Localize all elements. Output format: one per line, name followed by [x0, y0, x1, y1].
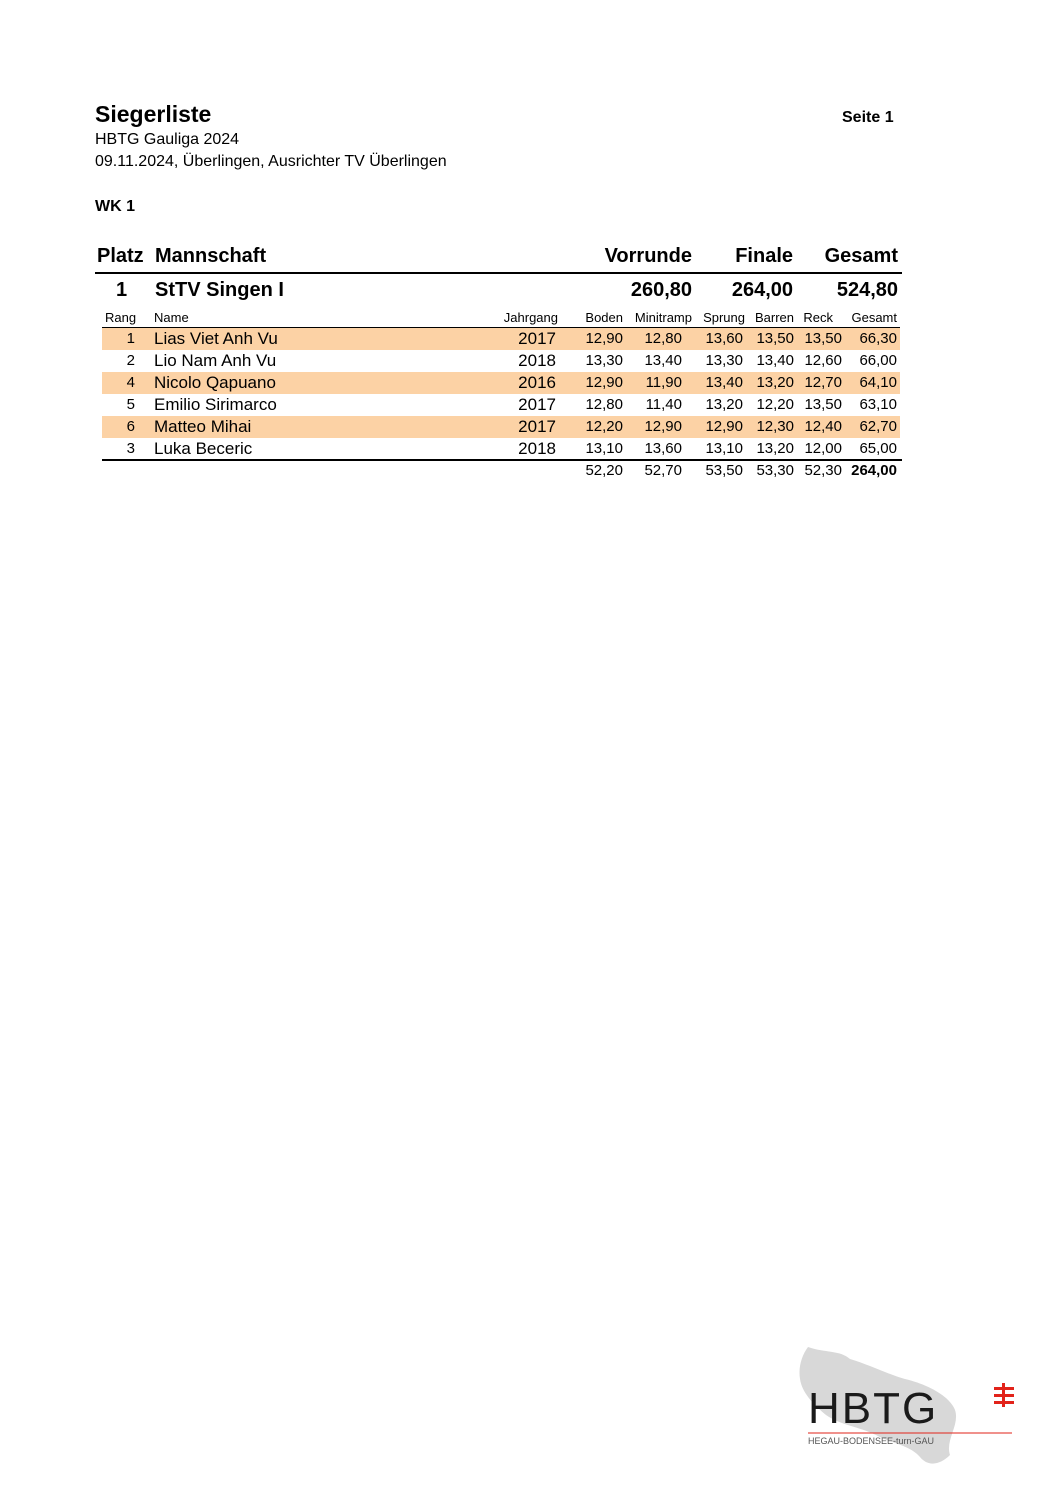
table-row	[102, 350, 900, 372]
cell-minitramp: 11,90	[645, 374, 682, 391]
header-platz: Platz	[97, 245, 144, 267]
cell-boden: 12,90	[585, 374, 623, 391]
table-row	[102, 416, 900, 438]
cell-minitramp: 12,80	[644, 330, 682, 347]
cell-boden: 12,20	[585, 418, 623, 435]
cell-rang: 6	[126, 418, 135, 435]
total-reck: 52,30	[804, 462, 842, 479]
cell-rang: 5	[126, 396, 135, 413]
cell-gesamt: 65,00	[859, 440, 897, 457]
cell-sprung: 12,90	[705, 418, 743, 435]
col-sprung: Sprung	[703, 310, 745, 325]
cell-name: Matteo Mihai	[154, 417, 252, 436]
logo-subtitle: HEGAU-BODENSEE-turn-GAU	[808, 1436, 935, 1446]
col-jahrgang: Jahrgang	[503, 310, 558, 325]
col-name: Name	[154, 310, 189, 325]
cell-barren: 12,30	[756, 418, 794, 435]
total-boden: 52,20	[585, 462, 623, 479]
cell-barren: 13,20	[756, 374, 794, 391]
cell-sprung: 13,20	[705, 396, 743, 413]
cell-barren: 13,40	[756, 352, 794, 369]
cell-barren: 13,20	[756, 440, 794, 457]
total-minitramp: 52,70	[644, 462, 682, 479]
header-finale: Finale	[735, 245, 793, 267]
cell-name: Emilio Sirimarco	[154, 395, 277, 414]
team-finale: 264,00	[731, 279, 793, 301]
header-divider	[95, 272, 902, 274]
header-mannschaft: Mannschaft	[155, 245, 267, 267]
cell-reck: 13,50	[804, 330, 842, 347]
cell-gesamt: 64,10	[859, 374, 897, 391]
cell-minitramp: 11,40	[645, 396, 682, 413]
cell-name: Luka Beceric	[154, 439, 253, 458]
cell-sprung: 13,10	[705, 440, 743, 457]
cell-gesamt: 62,70	[859, 418, 897, 435]
col-boden: Boden	[585, 310, 623, 325]
cell-barren: 12,20	[756, 396, 794, 413]
cell-minitramp: 13,60	[644, 440, 682, 457]
header-vorrunde: Vorrunde	[604, 245, 692, 267]
team-gesamt: 524,80	[836, 279, 898, 301]
cell-reck: 13,50	[804, 396, 842, 413]
cell-gesamt: 66,00	[859, 352, 897, 369]
team-vorrunde: 260,80	[630, 279, 692, 301]
cell-jahrgang: 2018	[518, 439, 556, 458]
cell-sprung: 13,40	[705, 374, 743, 391]
cell-name: Lio Nam Anh Vu	[154, 351, 277, 370]
cell-sprung: 13,30	[705, 352, 743, 369]
cell-jahrgang: 2017	[518, 417, 556, 436]
cell-gesamt: 63,10	[859, 396, 897, 413]
cell-gesamt: 66,30	[859, 330, 897, 347]
col-rang: Rang	[105, 310, 137, 325]
logo-mark-icon	[994, 1383, 1014, 1407]
table-row	[102, 328, 900, 350]
col-barren: Barren	[754, 310, 794, 325]
event-name: HBTG Gauliga 2024	[95, 131, 240, 148]
cell-barren: 13,50	[756, 330, 794, 347]
cell-rang: 4	[126, 374, 135, 391]
team-name: StTV Singen I	[155, 279, 284, 301]
cell-jahrgang: 2018	[518, 351, 556, 370]
cell-name: Lias Viet Anh Vu	[154, 329, 278, 348]
cell-jahrgang: 2017	[518, 329, 556, 348]
cell-boden: 13,30	[585, 352, 623, 369]
logo-text: HBTG	[808, 1384, 939, 1433]
header-gesamt: Gesamt	[824, 245, 898, 267]
competition-label: WK 1	[95, 198, 135, 215]
table-row	[102, 438, 900, 460]
cell-rang: 1	[126, 330, 135, 347]
cell-reck: 12,40	[804, 418, 842, 435]
table-row	[102, 372, 900, 394]
cell-reck: 12,60	[804, 352, 842, 369]
cell-boden: 12,90	[585, 330, 623, 347]
total-gesamt: 264,00	[851, 462, 897, 479]
col-gesamt: Gesamt	[851, 310, 897, 325]
team-platz: 1	[116, 279, 128, 301]
cell-minitramp: 13,40	[644, 352, 682, 369]
total-sprung: 53,50	[705, 462, 743, 479]
cell-boden: 12,80	[585, 396, 623, 413]
total-barren: 53,30	[756, 462, 794, 479]
cell-rang: 3	[126, 440, 135, 457]
cell-reck: 12,00	[804, 440, 842, 457]
col-minitramp: Minitramp	[634, 310, 692, 325]
page-number: Seite 1	[842, 109, 894, 126]
cell-jahrgang: 2017	[518, 395, 556, 414]
event-date-location: 09.11.2024, Überlingen, Ausrichter TV Überlingen	[95, 153, 447, 170]
cell-name: Nicolo Qapuano	[154, 373, 276, 392]
hbtg-logo	[780, 1345, 1020, 1470]
cell-sprung: 13,60	[705, 330, 743, 347]
cell-boden: 13,10	[585, 440, 623, 457]
table-row	[102, 394, 900, 416]
cell-minitramp: 12,90	[644, 418, 682, 435]
cell-rang: 2	[126, 352, 135, 369]
cell-jahrgang: 2016	[518, 373, 556, 392]
page-title: Siegerliste	[95, 101, 212, 127]
athlete-table-bottom-line	[102, 459, 902, 461]
cell-reck: 12,70	[804, 374, 842, 391]
col-reck: Reck	[803, 310, 833, 325]
